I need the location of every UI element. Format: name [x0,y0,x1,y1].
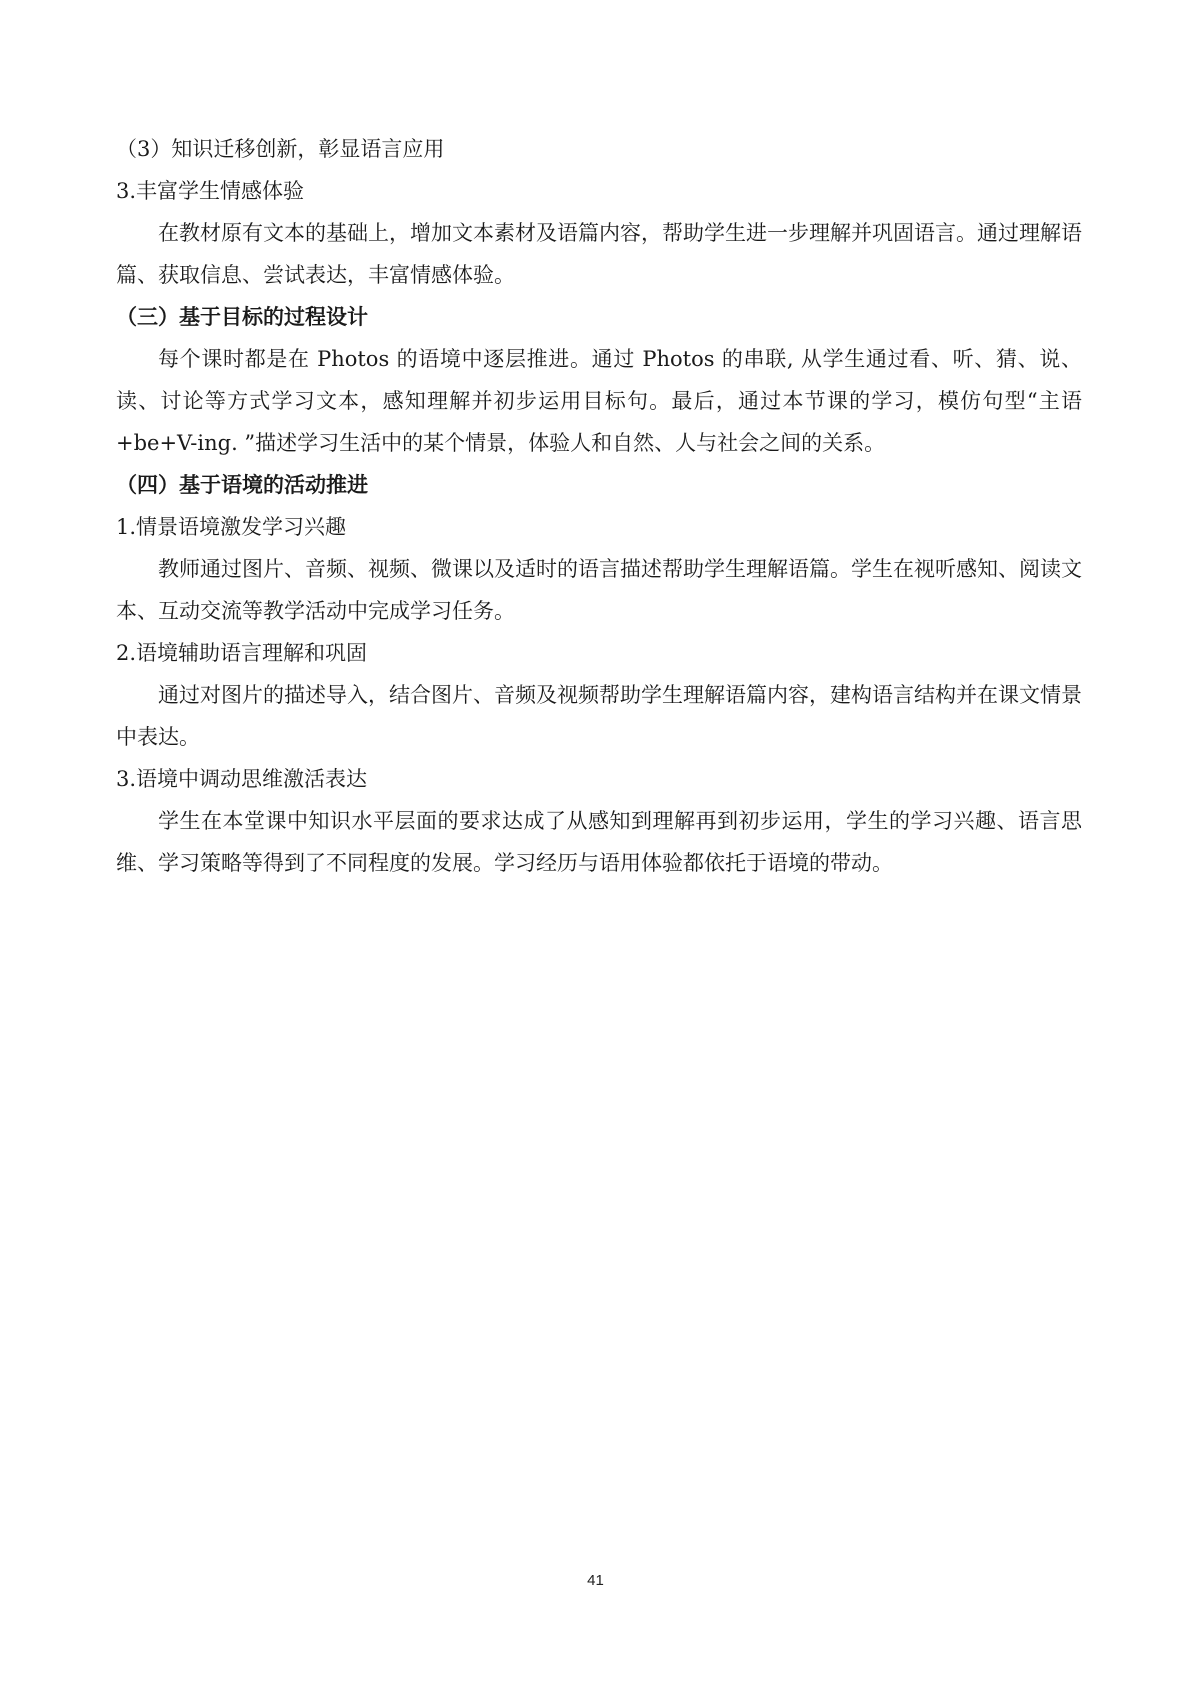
paragraph-thinking: 学生在本堂课中知识水平层面的要求达成了从感知到理解再到初步运用，学生的学习兴趣、语言思维、学习策略等得到了不同程度的发展。学习经历与语用体验都依托于语境的带动。 [116,809,1082,875]
section-heading-activity: （四）基于语境的活动推进 [116,472,368,497]
document-body [116,128,1082,884]
paragraph-understanding: 通过对图片的描述导入，结合图片、音频及视频帮助学生理解语篇内容，建构语言结构并在课文情景中表达。 [116,683,1082,749]
paragraph-emotion: 在教材原有文本的基础上，增加文本素材及语篇内容，帮助学生进一步理解并巩固语言。通过理解语篇、获取信息、尝试表达，丰富情感体验。 [116,221,1082,287]
subsection-heading-emotion: 3.丰富学生情感体验 [116,179,305,203]
subsection-item-3: （3）知识迁移创新，彰显语言应用 [116,137,445,161]
paragraph-interest: 教师通过图片、音频、视频、微课以及适时的语言描述帮助学生理解语篇。学生在视听感知、阅读文本、互动交流等教学活动中完成学习任务。 [116,557,1082,623]
section-heading-process-design: （三）基于目标的过程设计 [116,304,368,329]
paragraph-process-design: 每个课时都是在 Photos 的语境中逐层推进。通过 Photos 的串联, 从学生通过看、听、猜、说、读、讨论等方式学习文本，感知理解并初步运用目标句。最后，通过本节课的学习，模仿句型“主语+be+V-ing. ”描述学习生活中的某个情景，体验人和自然、人与社会之间的关系。 [116,347,1082,455]
page-number: 41 [587,1572,604,1589]
subsection-heading-interest: 1.情景语境激发学习兴趣 [116,515,347,539]
subsection-heading-thinking: 3.语境中调动思维激活表达 [116,767,368,791]
subsection-heading-understanding: 2.语境辅助语言理解和巩固 [116,641,368,665]
